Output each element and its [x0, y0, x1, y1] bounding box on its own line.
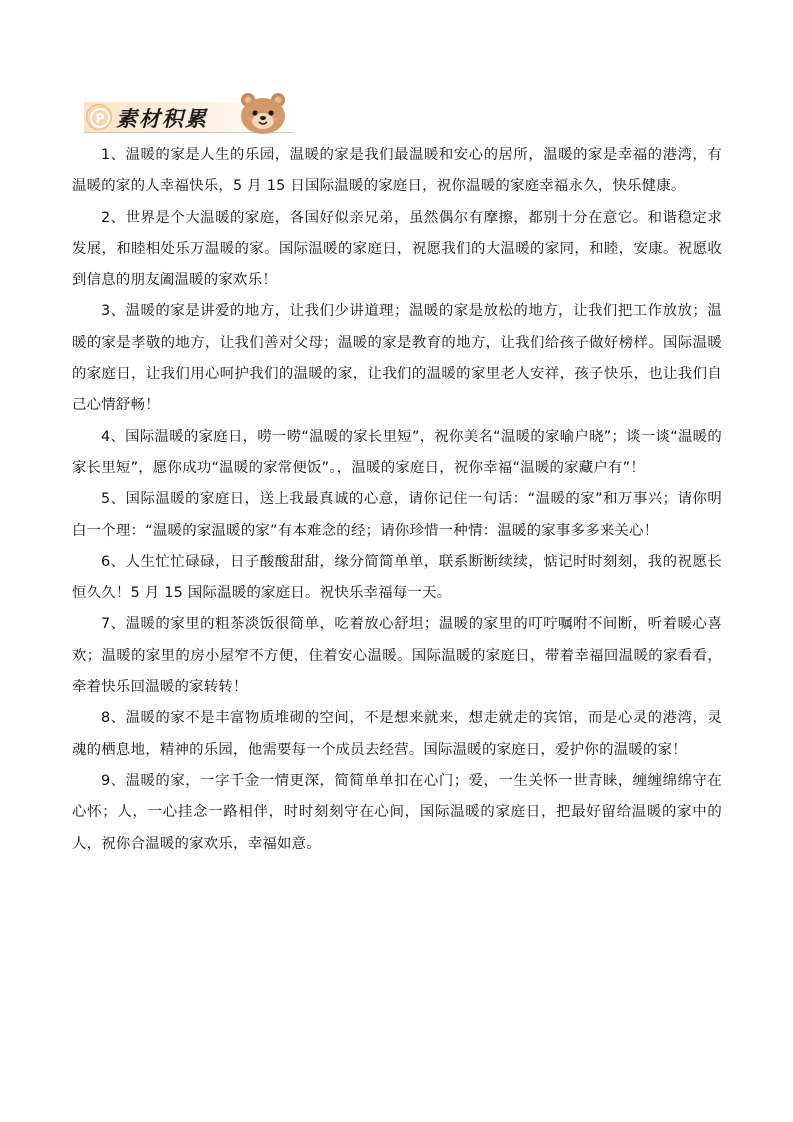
bear-mascot-icon [230, 90, 296, 136]
paragraph-8: 8、温暖的家不是丰富物质堆砌的空间，不是想来就来，想走就走的宾馆，而是心灵的港湾，灵魂的栖息地，精神的乐园，他需要每一个成员去经营。国际温暖的家庭日，爱护你的温暖的家！ [72, 710, 722, 758]
paragraph-7: 7、温暖的家里的粗茶淡饭很简单，吃着放心舒坦；温暖的家里的叮咛嘱咐不间断，听着暖心喜欢；温暖的家里的房小屋窄不方便，住着安心温暖。国际温暖的家庭日，带着幸福回温暖的家看看，牵着快乐回温暖的家转转！ [72, 616, 722, 696]
section-banner [72, 98, 298, 136]
p-coin-icon [86, 104, 112, 130]
article-body [72, 140, 722, 860]
paragraph-6: 6、人生忙忙碌碌，日子酸酸甜甜，缘分简简单单，联系断断续续，惦记时时刻刻，我的祝愿长恒久久！5 月 15 国际温暖的家庭日。祝快乐幸福每一天。 [72, 553, 722, 602]
svg-text:P: P [95, 111, 105, 126]
paragraph-9: 9、温暖的家，一字千金一情更深，简简单单扣在心门；爱，一生关怀一世青睐，缠缠绵绵守在心怀；人，一心挂念一路相伴，时时刻刻守在心间，国际温暖的家庭日，把最好留给温暖的家中的人，祝你合温暖的家欢乐，幸福如意。 [72, 772, 722, 852]
paragraph-5: 5、国际温暖的家庭日，送上我最真诚的心意，请你记住一句话：“温暖的家”和万事兴；请你明白一个理：“温暖的家温暖的家”有本难念的经；请你珍惜一种情：温暖的家事多多来关心！ [72, 491, 722, 539]
paragraph-1: 1、温暖的家是人生的乐园，温暖的家是我们最温暖和安心的居所，温暖的家是幸福的港湾，有温暖的家的人幸福快乐，5 月 15 日国际温暖的家庭日，祝你温暖的家庭幸福永久，快乐健康。 [72, 147, 722, 195]
paragraph-3: 3、温暖的家是讲爱的地方，让我们少讲道理；温暖的家是放松的地方，让我们把工作放放；温暖的家是孝敬的地方，让我们善对父母；温暖的家是教育的地方，让我们给孩子做好榜样。国际温暖的家庭日，让我们用心呵护我们的温暖的家，让我们的温暖的家里老人安祥，孩子快乐，也让我们自己心情舒畅！ [72, 303, 722, 414]
paragraph-2: 2、世界是个大温暖的家庭，各国好似亲兄弟，虽然偶尔有摩擦，都别十分在意它。和谐稳定求发展，和睦相处乐万温暖的家。国际温暖的家庭日，祝愿我们的大温暖的家同，和睦，安康。祝愿收到信息的朋友阖温暖的家欢乐！ [72, 209, 722, 289]
banner-title: 素材积累 [116, 107, 208, 131]
paragraph-4: 4、国际温暖的家庭日，唠一唠“温暖的家长里短”，祝你美名“温暖的家喻户晓”；谈一谈“温暖的家长里短”，愿你成功“温暖的家常便饭”。，温暖的家庭日，祝你幸福“温暖的家藏户有”！ [72, 428, 722, 476]
